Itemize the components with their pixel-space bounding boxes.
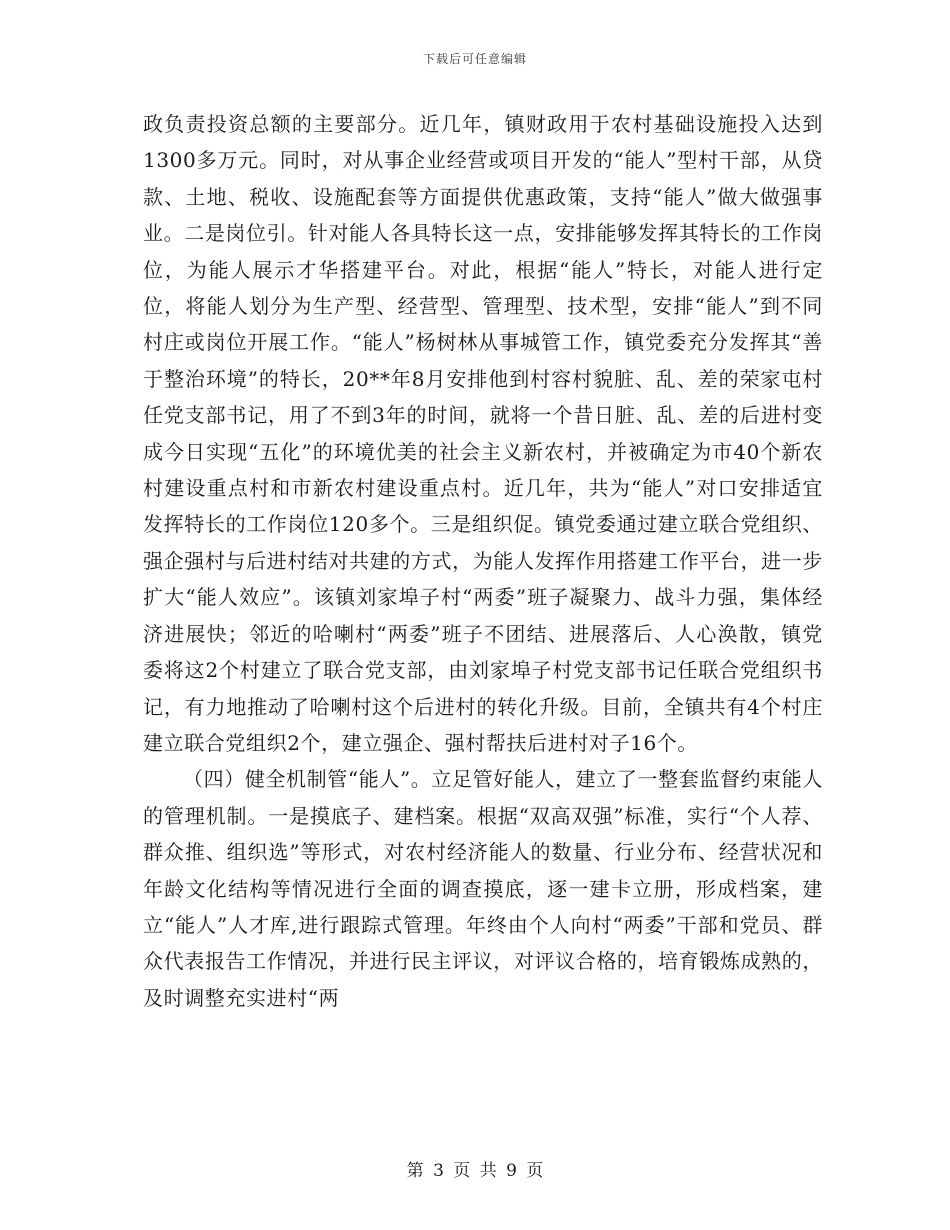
body-paragraph: 政负责投资总额的主要部分。近几年，镇财政用于农村基础设施投入达到1300多万元。同时，对从事企业经营或项目开发的“能人”型村干部，从贷款、土地、税收、设施配套等方面提供优惠政策，支持“能人”做大做强事业。二是岗位引。针对能人各具特长这一点，安排能够发挥其特长的工作岗位，为能人展示才华搭建平台。对此，根据“能人”特长，对能人进行定位，将能人划分为生产型、经营型、管理型、技术型，安排“能人”到不同村庄或岗位开展工作。“能人”杨树林从事城管工作，镇党委充分发挥其“善于整治环境”的特长，20**年8月安排他到村容村貌脏、乱、差的荣家屯村任党支部书记，用了不到3年的时间，就将一个昔日脏、乱、差的后进村变成今日实现“五化”的环境优美的社会主义新农村，并被确定为市40个新农村建设重点村和市新农村建设重点村。近几年，共为“能人”对口安排适宜发挥特长的工作岗位120多个。三是组织促。镇党委通过建立联合党组织、强企强村与后进村结对共建的方式，为能人发挥作用搭建工作平台，进一步扩大“能人效应”。该镇刘家埠子村“两委”班子凝聚力、战斗力强，集体经济进展快；邻近的哈喇村“两委”班子不团结、进展落后、人心涣散，镇党委将这2个村建立了联合党支部，由刘家埠子村党支部书记任联合党组织书记，有力地推动了哈喇村这个后进村的转化升级。目前，全镇共有4个村庄建立联合党组织2个，建立强企、强村帮扶后进村对子16个。 <box>143 112 823 755</box>
body-paragraph: （四）健全机制管“能人”。立足管好能人，建立了一整套监督约束能人的管理机制。一是摸底子、建档案。根据“双高双强”标准，实行“个人荐、群众推、组织选”等形式，对农村经济能人的数量、行业分布、经营状况和年龄文化结构等情况进行全面的调查摸底，逐一建卡立册，形成档案，建立“能人”人才库,进行跟踪式管理。年终由个人向村“两委”干部和党员、群众代表报告工作情况，并进行民主评议，对评议合格的，培育锻炼成熟的，及时调整充实进村“两 <box>143 767 823 1010</box>
page-number: 第 3 页 共 9 页 <box>406 1161 544 1181</box>
page-header: 下载后可任意编辑 <box>422 52 527 66</box>
document-body <box>143 106 823 1016</box>
